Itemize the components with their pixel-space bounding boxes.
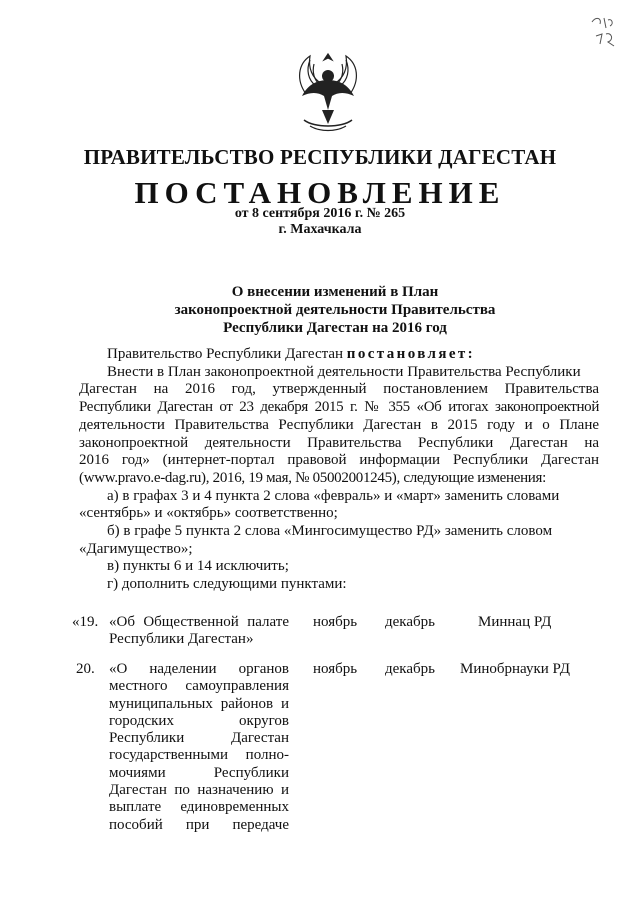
title-line: Республики Дагестан на 2016 год <box>223 320 447 336</box>
paragraph-line: законопроектной деятельности Правительства Республики Дагестан на <box>79 434 599 451</box>
row-end-month: декабрь <box>385 661 435 677</box>
resolution-intro <box>79 346 599 364</box>
desc-line: Республики Дагестан <box>109 730 289 747</box>
desc-line: «О наделении органов <box>109 661 289 677</box>
document-body <box>79 346 599 594</box>
handwritten-mark <box>588 12 622 52</box>
row-number: «19. <box>72 614 99 630</box>
item-v: в) пункты 6 и 14 исключить; <box>107 558 289 575</box>
desc-line: Дагестан по назначению и <box>109 782 289 799</box>
paragraph-line: Дагестан на 2016 год, утвержденный постановлением Правительства <box>79 381 599 398</box>
row-start-month: ноябрь <box>313 661 358 677</box>
table-row <box>0 661 640 841</box>
document-city: г. Махачкала <box>278 222 362 237</box>
desc-line: Республики Дагестан» <box>109 631 254 648</box>
desc-line: мочиями Республики <box>109 764 289 781</box>
desc-line: государственными полно- <box>109 747 289 764</box>
government-name: ПРАВИТЕЛЬСТВО РЕСПУБЛИКИ ДАГЕСТАН <box>83 145 557 169</box>
desc-line: выплате единовременных <box>109 799 289 816</box>
intro-prefix: Правительство Республики Дагестан <box>107 346 347 362</box>
paragraph-line: деятельности Правительства Республики Дагестан в 2015 году и о Плане <box>79 416 599 433</box>
desc-line: муниципальных районов и <box>109 695 289 712</box>
title-line: законопроектной деятельности Правительства <box>174 302 496 318</box>
desc-line: пособий при передаче <box>109 816 289 833</box>
desc-line: местного самоуправления <box>109 678 289 695</box>
desc-line: городских округов <box>109 712 289 729</box>
paragraph-line: Республики Дагестан от 23 декабря 2015 г. № 355 «Об итогах законопроектной <box>79 399 599 416</box>
paragraph-line: (www.pravo.e-dag.ru), 2016, 19 мая, № 05002001245), следующие изменения: <box>79 469 546 486</box>
item-b-line: б) в графе 5 пункта 2 слова «Мингосимущество РД» заменить словом <box>107 523 553 540</box>
table-row <box>0 614 640 654</box>
title-line: О внесении изменений в План <box>231 284 439 300</box>
item-a-line: а) в графах 3 и 4 пункта 2 слова «февраль» и «март» заменить словами <box>107 487 560 504</box>
paragraph-line: Внести в План законопроектной деятельности Правительства Республики <box>107 363 581 380</box>
row-end-month: декабрь <box>385 614 435 630</box>
row-start-month: ноябрь <box>313 614 358 630</box>
item-a-line: «сентябрь» и «октябрь» соответственно; <box>79 505 338 522</box>
row-number: 20. <box>76 661 95 677</box>
intro-resolves: постановляет: <box>346 346 476 362</box>
document-title <box>170 283 500 337</box>
item-g: г) дополнить следующими пунктами: <box>107 576 347 593</box>
paragraph-line: 2016 год» (интернет-портал правовой информации Республики Дагестан <box>79 452 599 469</box>
row-executor: Минобрнауки РД <box>460 661 570 677</box>
document-type: ПОСТАНОВЛЕНИЕ <box>134 175 506 210</box>
desc-line: «Об Общественной палате <box>109 614 289 630</box>
row-description <box>109 661 289 834</box>
row-executor: Миннац РД <box>478 614 552 630</box>
coat-of-arms-emblem <box>292 50 364 134</box>
item-b-line: «Дагимущество»; <box>79 540 193 557</box>
document-date-number: от 8 сентября 2016 г. № 265 <box>234 206 406 221</box>
row-description <box>109 614 289 649</box>
